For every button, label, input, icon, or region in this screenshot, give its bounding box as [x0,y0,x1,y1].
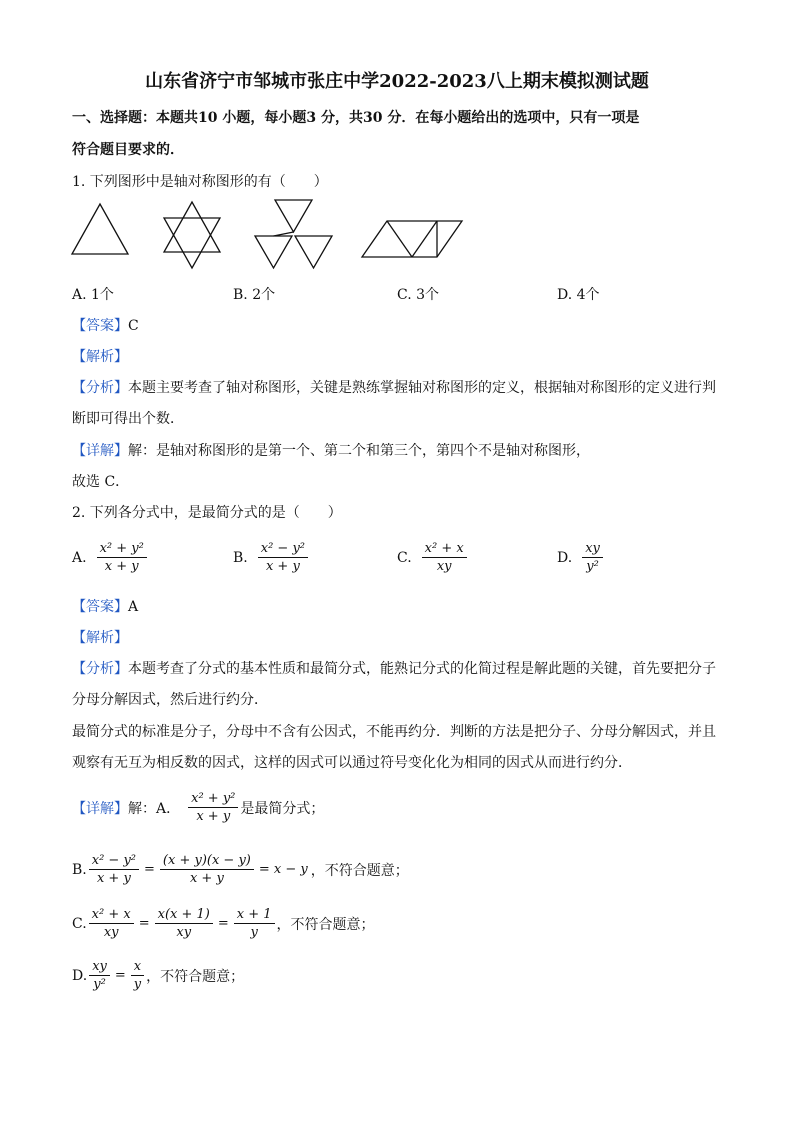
fenxi-tag: 【分析】 [72,380,128,396]
q2-stem: 2. 下列各分式中，是最简分式的是（ ） [72,505,342,521]
section-header-line2: 符合题目要求的． [72,142,184,158]
denominator: y² [586,559,599,574]
denominator: y [133,977,142,992]
q2-detail-c-fraction3 [234,906,275,941]
q1-detail-line2: 故选 C． [72,474,130,490]
q2-detail-b-result: = x − y [258,862,308,877]
q1-detail-line1 [72,441,590,461]
q2-fenxi-line4: 观察有无互为相反数的因式，这样的因式可以通过符号变化化为相同的因式从而进行约分． [72,755,632,771]
q2-option-c-label: C. [397,549,412,566]
q2-detail-b-label: B. [72,861,87,878]
q1-figures [66,196,476,278]
q2-detail-c-suffix: ，不符合题意； [276,916,375,933]
q2-detail-b-fraction2 [160,852,254,887]
q1-fenxi-line1 [72,378,716,398]
numerator: x² + y² [97,540,147,558]
q1-option-b: B. 2个 [233,287,276,303]
q2-analysis-tag [72,628,128,648]
q2-fenxi-line2: 分母分解因式，然后进行约分． [72,692,268,708]
figure-parallelogram [362,221,462,257]
q2-detail-c-fraction1 [89,906,134,941]
denominator: xy [436,559,452,574]
section-header-line1: 一、选择题：本题共10 小题，每小题3 分，共30 分．在每小题给出的选项中，只有一项是 [72,110,640,126]
equals-sign: = [144,862,155,877]
numerator: (x + y)(x − y) [160,852,254,870]
denominator: y [250,925,258,940]
q2-detail-a-suffix: 是最简分式； [240,800,325,817]
q2-option-c [397,540,469,575]
q2-detail-a-fraction [188,790,238,825]
equals-sign: = [114,968,126,983]
q2-option-d [557,540,605,575]
q1-option-a: A. 1个 [72,287,114,303]
q2-option-b-label: B. [233,549,248,566]
numerator: x² − y² [258,540,308,558]
q1-option-c: C. 3个 [397,287,440,303]
q2-detail-b-fraction1 [89,852,139,887]
q1-answer-value: C [128,318,139,334]
detail-tag: 【详解】 [72,800,128,817]
q2-detail-d-fraction1 [89,958,110,993]
denominator: xy [176,925,192,940]
numerator: x² + x [89,906,134,924]
numerator: x + 1 [234,906,275,924]
answer-tag: 【答案】 [72,599,128,615]
q2-option-c-fraction [422,540,467,575]
denominator: x + y [189,871,224,886]
denominator: xy [103,925,119,940]
denominator: x + y [196,809,231,824]
figure-three-triangles [255,200,332,268]
q2-detail-d-fraction2 [131,958,144,993]
q2-option-a [72,540,149,575]
q2-detail-d [72,958,244,993]
q2-option-b [233,540,310,575]
q2-detail-d-label: D. [72,967,88,984]
page-title: 山东省济宁市邹城市张庄中学2022-2023八上期末模拟测试题 [145,71,649,92]
q1-fenxi-text1: 本题主要考查了轴对称图形，关键是熟练掌握轴对称图形的定义，根据轴对称图形的定义进行判 [128,380,716,396]
analysis-tag: 【解析】 [72,630,128,646]
numerator: xy [582,540,603,558]
q2-option-a-label: A. [72,549,87,566]
q2-detail-b [72,852,409,887]
q2-answer [72,597,138,617]
figure-triangle [72,204,128,254]
denominator: x + y [96,871,131,886]
numerator: xy [89,958,110,976]
q2-option-d-fraction [582,540,603,575]
numerator: x [131,958,144,976]
denominator: y² [93,977,106,992]
q2-detail-c-fraction2 [155,906,213,941]
q1-answer [72,316,139,336]
q2-detail-a [72,790,324,825]
equals-sign: = [138,916,150,931]
q2-detail-a-prefix: 解：A． [128,800,181,817]
q2-option-d-label: D. [557,549,573,566]
q1-fenxi-line2: 断即可得出个数． [72,411,184,427]
q1-option-d: D. 4个 [557,287,600,303]
analysis-tag: 【解析】 [72,349,128,365]
q2-fenxi-line3: 最简分式的标准是分子，分母中不含有公因式，不能再约分．判断的方法是把分子、分母分解因式，并且 [72,724,716,740]
numerator: x(x + 1) [155,906,213,924]
answer-tag: 【答案】 [72,318,128,334]
fenxi-tag: 【分析】 [72,661,128,677]
q2-option-b-fraction [258,540,308,575]
q2-detail-c-label: C. [72,915,87,932]
numerator: x² − y² [89,852,139,870]
q2-detail-b-suffix: ，不符合题意； [310,862,409,879]
denominator: x + y [265,559,300,574]
q2-option-a-fraction [97,540,147,575]
q2-detail-d-suffix: ，不符合题意； [146,968,245,985]
numerator: x² + x [422,540,467,558]
denominator: x + y [104,559,139,574]
q2-detail-c [72,906,375,941]
q1-stem: 1. 下列图形中是轴对称图形的有（ ） [72,174,328,190]
equals-sign: = [217,916,229,931]
q1-detail-text1: 解：是轴对称图形的是第一个、第二个和第三个，第四个不是轴对称图形， [128,443,590,459]
figure-hexagram [164,202,220,268]
numerator: x² + y² [188,790,238,808]
q1-analysis-tag [72,347,128,367]
q2-answer-value: A [128,599,139,615]
q2-fenxi-text1: 本题考查了分式的基本性质和最简分式，能熟记分式的化简过程是解此题的关键，首先要把分子 [128,661,716,677]
q2-fenxi-line1 [72,659,716,679]
detail-tag: 【详解】 [72,443,128,459]
